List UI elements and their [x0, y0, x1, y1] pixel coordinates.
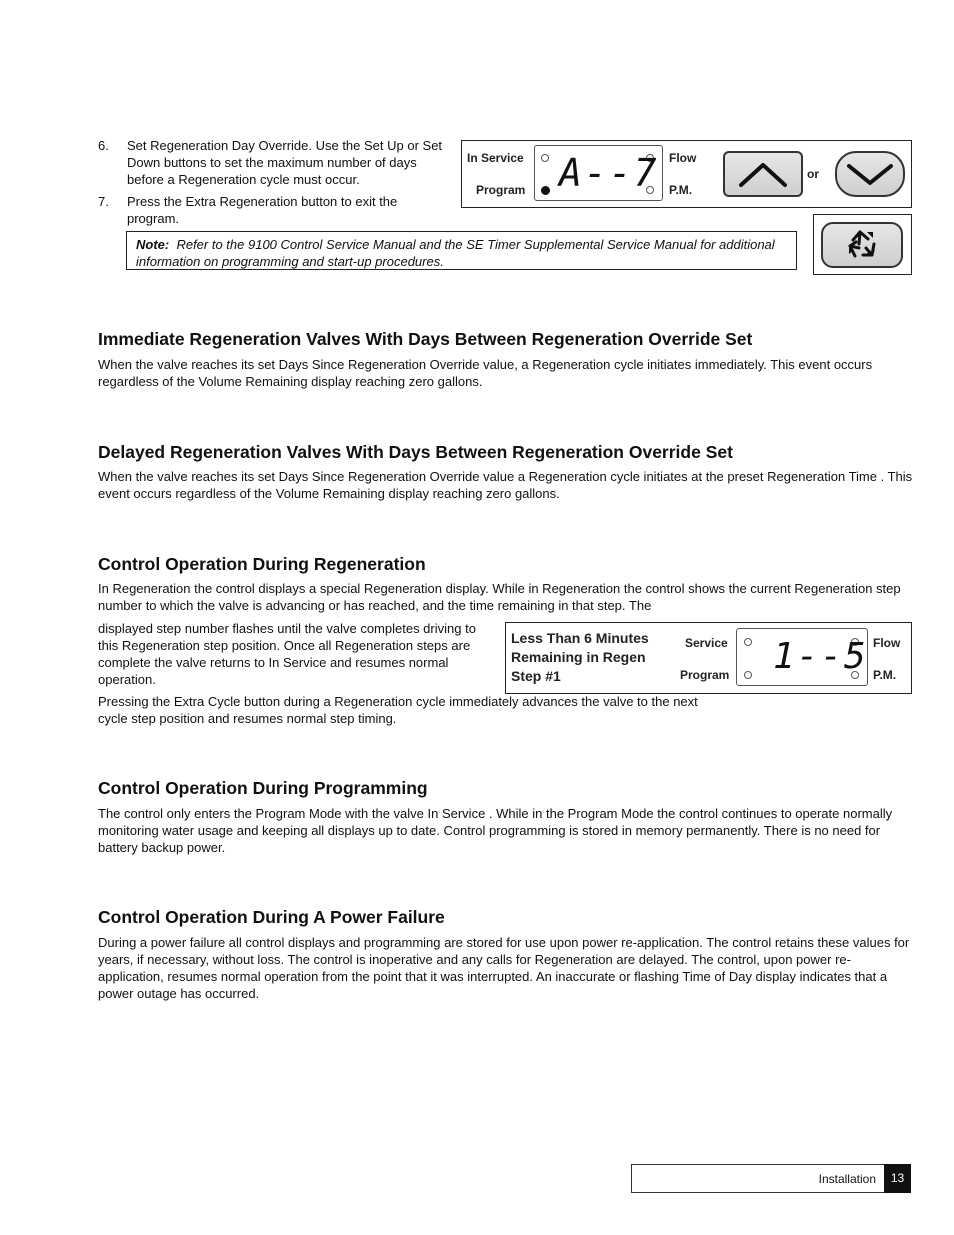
in-service-indicator: [541, 154, 549, 162]
program-indicator: [541, 186, 550, 195]
regen-display-panel: [505, 622, 912, 694]
page-number: 13: [884, 1164, 911, 1193]
caption-line: Step #1: [511, 668, 561, 684]
recycle-arrows-icon: [823, 224, 901, 266]
display-readout: 1--5: [773, 636, 868, 677]
lcd-display: [736, 628, 868, 686]
footer: [631, 1164, 884, 1193]
footer-section-label: Installation: [818, 1172, 876, 1186]
in-service-label: In Service: [467, 151, 524, 165]
note-label: Note:: [136, 237, 170, 252]
note-text: Refer to the 9100 Control Service Manual and the SE Timer Supplemental Service Manual for additional information on programming and start-up procedures.: [136, 237, 775, 269]
step-number: 6.: [98, 138, 109, 153]
section-body: The control only enters the Program Mode with the valve In Service . While in the Program Mode the control continues to operate normally monitoring water usage and keeping all displays up to date. Control programming is stored in memory permanently. There is no need for battery backup power.: [98, 806, 893, 855]
section-body-wrapped: displayed step number flashes until the valve completes driving to this Regeneration step position. Once all Regeneration steps are complete the valve returns to In Service and resumes normal operation.: [98, 621, 476, 687]
step-number: 7.: [98, 194, 109, 209]
set-up-button[interactable]: [723, 151, 803, 197]
caption-line: Remaining in Regen: [511, 649, 646, 665]
program-display-panel: [461, 140, 912, 208]
flow-label: Flow: [669, 151, 697, 165]
section-heading: Delayed Regeneration Valves With Days Between Regeneration Override Set: [98, 442, 733, 462]
program-label: Program: [476, 183, 526, 197]
program-label: Program: [680, 668, 730, 682]
lcd-display: [534, 145, 663, 201]
extra-regeneration-button[interactable]: [821, 222, 903, 268]
section-body-continued: Pressing the Extra Cycle button during a Regeneration cycle immediately advances the valve to the next cycle step position and resumes normal step timing.: [98, 694, 698, 726]
chevron-up-icon: [725, 153, 801, 195]
extra-regeneration-panel: [813, 214, 912, 275]
section-body: When the valve reaches its set Days Since Regeneration Override value, a Regeneration cycle initiates immediately. This event occurs regardless of the Volume Remaining display reaching zero gallons.: [98, 357, 873, 389]
or-label: or: [807, 167, 819, 181]
step-text: Press the Extra Regeneration button to exit the program.: [127, 194, 398, 226]
section-body: In Regeneration the control displays a special Regeneration display. While in Regeneration the control shows the current Regeneration step number to which the valve is advancing or has reached, and the time remaining in that step. The: [98, 581, 901, 613]
section-heading: Immediate Regeneration Valves With Days Between Regeneration Override Set: [98, 329, 753, 349]
chevron-down-icon: [837, 153, 903, 195]
section-heading: Control Operation During Programming: [98, 778, 428, 798]
program-indicator: [744, 671, 752, 679]
section-body: During a power failure all control displays and programming are stored for use upon power re-application. The control retains these values for years, if necessary, without loss. The control is inoperative and any calls for Regeneration are delayed. The control, upon power re-application, resumes normal operation from the point that it was interrupted. An inaccurate or flashing Time of Day display indicates that a power outage has occurred.: [98, 935, 910, 1001]
section-heading: Control Operation During A Power Failure: [98, 907, 445, 927]
set-down-button[interactable]: [835, 151, 905, 197]
step-text: Set Regeneration Day Override. Use the Set Up or Set Down buttons to set the maximum number of days before a Regeneration cycle must occur.: [127, 138, 443, 187]
display-readout: A--7: [559, 151, 659, 195]
pm-label: P.M.: [873, 668, 897, 682]
caption-line: Less Than 6 Minutes: [511, 630, 649, 646]
service-indicator: [744, 638, 752, 646]
note-box: [126, 231, 797, 270]
service-label: Service: [685, 636, 728, 650]
section-heading: Control Operation During Regeneration: [98, 554, 426, 574]
flow-label: Flow: [873, 636, 901, 650]
pm-label: P.M.: [669, 183, 693, 197]
section-body: When the valve reaches its set Days Since Regeneration Override value a Regeneration cycle initiates at the preset Regeneration Time . This event occurs regardless of the Volume Remaining display reaching zero gallons.: [98, 469, 913, 501]
regen-caption: [511, 629, 649, 686]
